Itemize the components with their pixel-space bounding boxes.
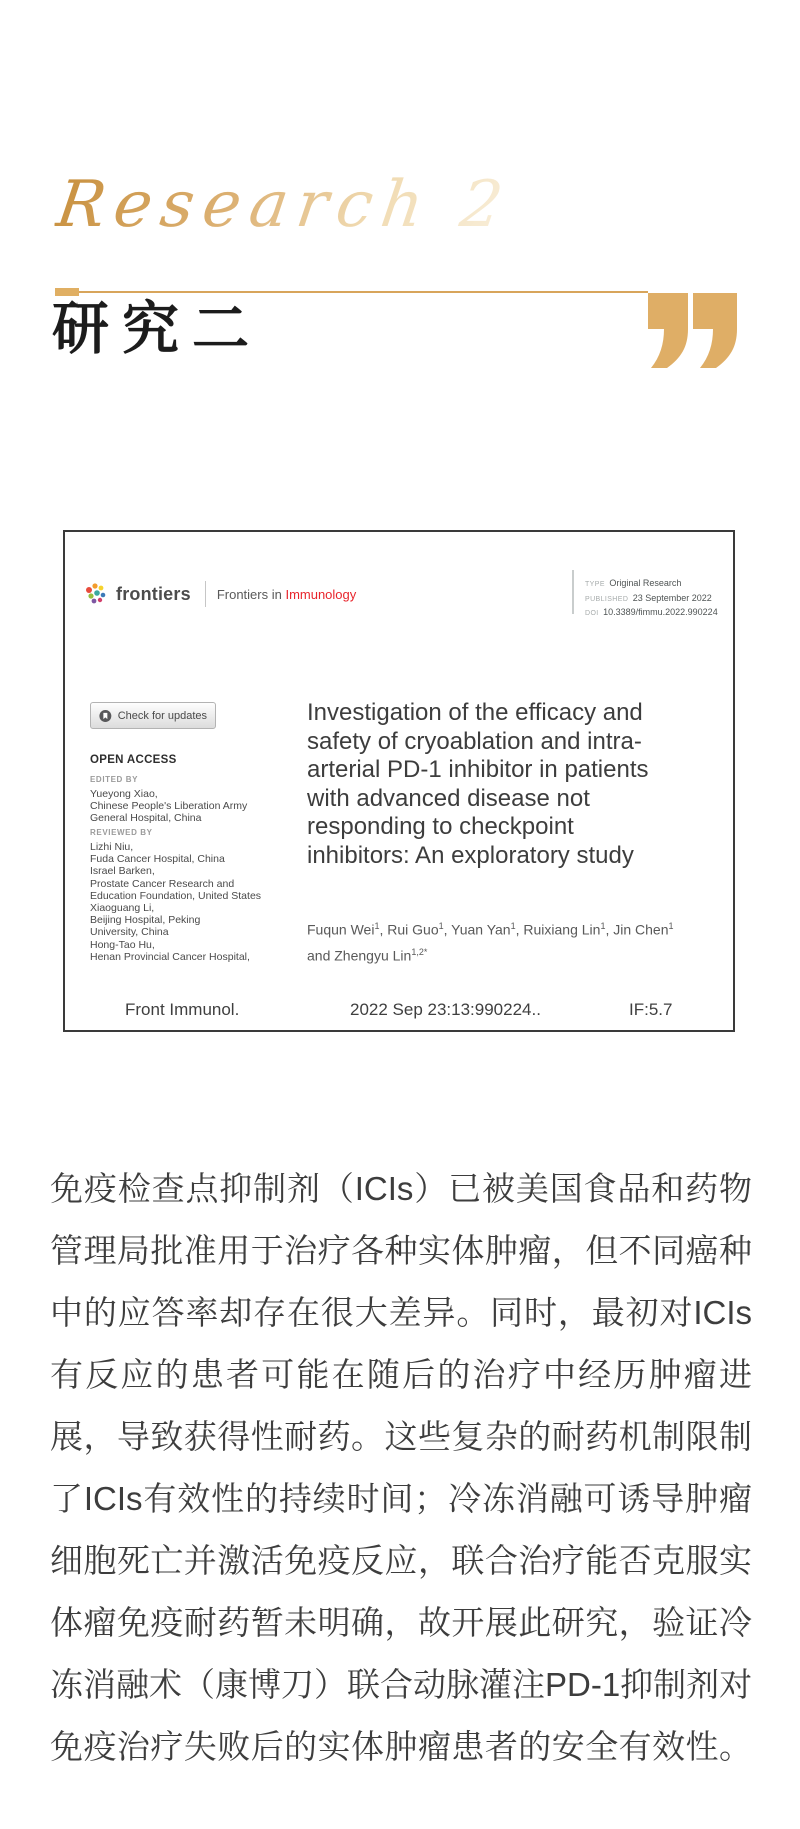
- meta-published: PUBLISHED 23 September 2022: [585, 592, 712, 603]
- list-item: Investigation of the efficacy and: [307, 699, 643, 726]
- list-item: 管理局批准用于治疗各种实体肿瘤，但不同癌种: [50, 1232, 752, 1269]
- list-item: arterial PD-1 inhibitor in patients: [307, 756, 649, 784]
- paper-card: [63, 530, 735, 1032]
- reviewed-by-label: REVIEWED BY: [90, 828, 153, 837]
- list-item: Yueyong Xiao,: [90, 788, 158, 800]
- section-cn-title: 研究二: [52, 295, 262, 362]
- paper-title: [307, 699, 752, 871]
- list-item: with advanced disease not: [307, 784, 590, 812]
- list-item: 细胞死亡并激活免疫反应，联合治疗能否克服实: [50, 1542, 752, 1579]
- reviewed-by-lines: [90, 841, 305, 963]
- meta-divider: [572, 570, 574, 614]
- list-item: 了ICIs有效性的持续时间；冷冻消融可诱导肿瘤: [50, 1480, 752, 1517]
- meta-type: TYPE Original Research: [585, 578, 682, 588]
- list-item: 免疫治疗失败后的实体肿瘤患者的安全有效性。: [50, 1728, 752, 1765]
- list-item: Henan Provincial Cancer Hospital,: [90, 950, 250, 963]
- edited-by-block: [90, 775, 305, 825]
- journal-name: [217, 587, 356, 602]
- list-item: Israel Barken,: [90, 865, 155, 878]
- open-access-label: OPEN ACCESS: [90, 754, 177, 766]
- author-line: and Zhengyu Lin$^{1,2*}$: [307, 946, 428, 964]
- footer-citation: 2022 Sep 23:13:990224..: [350, 1000, 541, 1019]
- article-meta: [585, 576, 718, 620]
- logo-divider: [205, 581, 206, 607]
- check-updates-label: Check for updates: [117, 709, 207, 722]
- list-item: 冻消融术（康博刀）联合动脉灌注PD-1抑制剂对: [50, 1666, 752, 1703]
- list-item: safety of cryoablation and intra-: [307, 727, 642, 755]
- edited-by-lines: [90, 788, 305, 825]
- list-item: 中的应答率却存在很大差异。同时，最初对ICIs: [50, 1294, 752, 1331]
- quotation-mark-icon: [648, 293, 737, 368]
- list-item: 免疫检查点抑制剂（ICIs）已被美国食品和药物: [50, 1170, 752, 1207]
- list-item: Fuda Cancer Hospital, China: [90, 853, 225, 866]
- summary-paragraph: [50, 1158, 752, 1778]
- list-item: Education Foundation, United States: [90, 889, 262, 902]
- check-updates-icon: [99, 708, 112, 724]
- meta-doi: DOI 10.3389/fimmu.2022.990224: [585, 607, 718, 617]
- footer-journal-abbrev: Front Immunol.: [125, 1000, 240, 1019]
- list-item: University, China: [90, 926, 169, 939]
- gold-divider-line: [55, 291, 648, 293]
- journal-field: Immunology: [285, 586, 357, 602]
- reviewed-by-block: [90, 828, 305, 963]
- list-item: Xiaoguang Li,: [90, 902, 155, 915]
- section-script-title: Research 2: [52, 168, 517, 242]
- list-item: Prostate Cancer Research and: [90, 877, 235, 890]
- list-item: General Hospital, China: [90, 812, 202, 825]
- check-for-updates-button[interactable]: [90, 702, 216, 729]
- publisher-name: frontiers: [116, 583, 191, 604]
- list-item: Beijing Hospital, Peking: [90, 914, 201, 927]
- author-line: Fuqun Wei$^1$, Rui Guo$^1$, Yuan Yan$^1$, Ruixiang Lin$^1$, Jin Chen$^1$: [307, 921, 674, 938]
- edited-by-label: EDITED BY: [90, 775, 139, 784]
- paper-footer: [65, 1000, 733, 1026]
- journal-prefix: Frontiers in: [216, 586, 286, 602]
- list-item: Chinese People's Liberation Army: [90, 800, 248, 813]
- list-item: Lizhi Niu,: [90, 841, 134, 853]
- list-item: 体瘤免疫耐药暂未明确，故开展此研究，验证冷: [50, 1604, 752, 1641]
- footer-impact-factor: IF:5.7: [629, 1000, 673, 1019]
- list-item: 有反应的患者可能在随后的治疗中经历肿瘤进: [50, 1356, 752, 1393]
- list-item: 展，导致获得性耐药。这些复杂的耐药机制限制: [50, 1418, 752, 1455]
- list-item: Hong-Tao Hu,: [90, 938, 155, 951]
- publisher-row: [85, 578, 356, 610]
- list-item: responding to checkpoint: [307, 813, 574, 841]
- list-item: inhibitors: An exploratory study: [307, 841, 634, 869]
- paper-authors: [307, 915, 752, 966]
- frontiers-logo-icon: [85, 582, 109, 606]
